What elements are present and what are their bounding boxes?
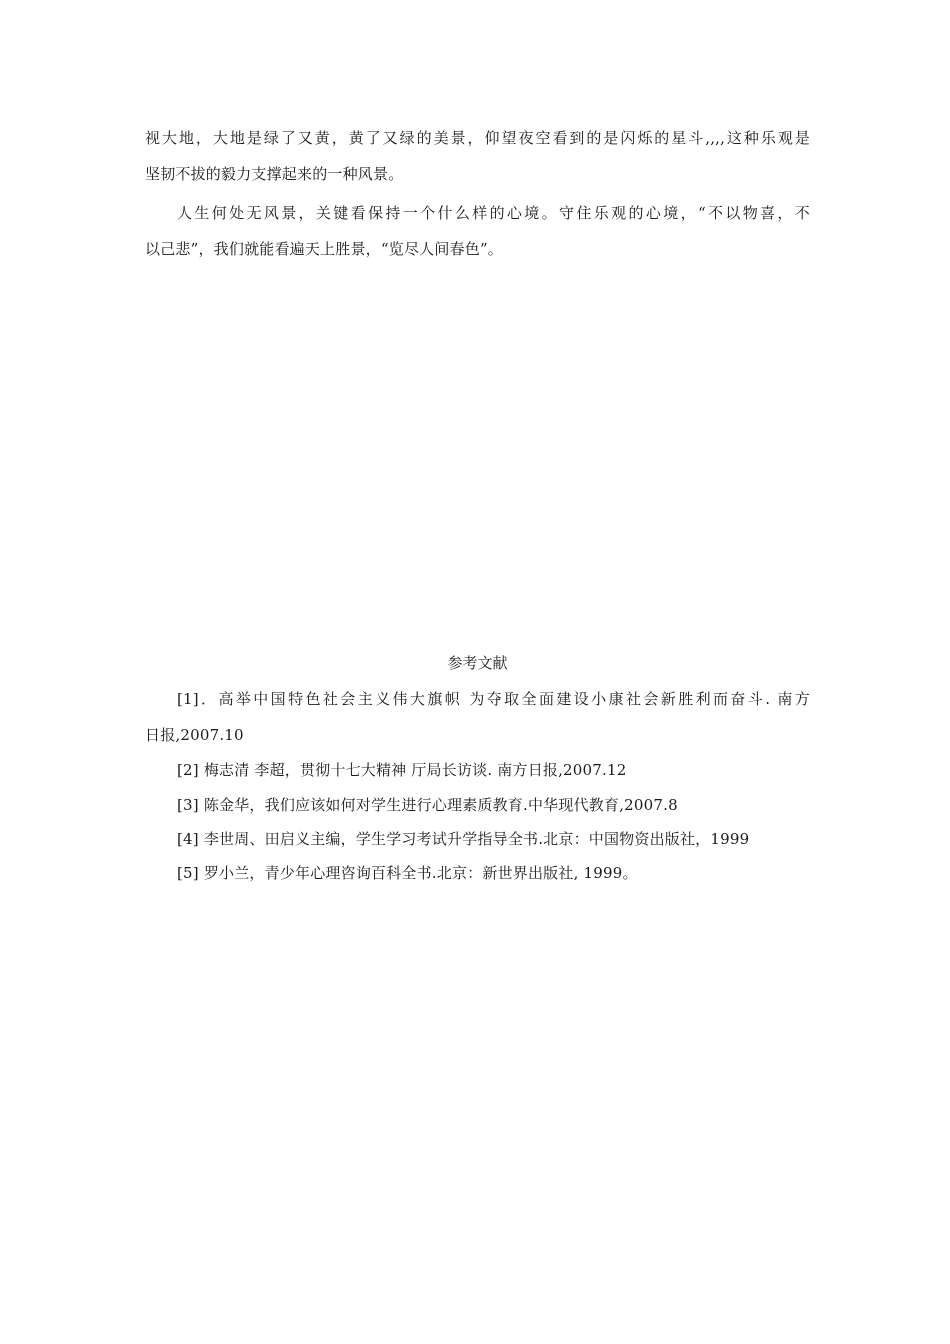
reference-item-5: [5] 罗小兰，青少年心理咨询百科全书.北京：新世界出版社, 1999。 (177, 864, 638, 882)
reference-item-1-line-2: 日报,2007.10 (145, 726, 244, 744)
reference-item-2: [2] 梅志清 李超，贯彻十七大精神 厅局长访谈. 南方日报,2007.12 (177, 761, 627, 779)
reference-item-4: [4] 李世周、田启义主编，学生学习考试升学指导全书.北京：中国物资出版社，1999 (177, 830, 750, 848)
references-title: 参考文献 (447, 654, 508, 672)
reference-item-1-line-1: [1]．高举中国特色社会主义伟大旗帜 为夺取全面建设小康社会新胜利而奋斗. 南方 (177, 690, 810, 708)
body-paragraph-1-line-1: 视大地，大地是绿了又黄，黄了又绿的美景，仰望夜空看到的是闪烁的星斗,,,,这种乐观是 (145, 129, 810, 147)
body-paragraph-2-line-2: 以己悲”，我们就能看遍天上胜景，“览尽人间春色”。 (145, 240, 504, 258)
reference-item-3: [3] 陈金华，我们应该如何对学生进行心理素质教育.中华现代教育,2007.8 (177, 796, 678, 814)
body-paragraph-2-line-1: 人生何处无风景，关键看保持一个什么样的心境。守住乐观的心境，“不以物喜，不 (177, 204, 810, 222)
body-paragraph-1-line-2: 坚韧不拔的毅力支撑起来的一种风景。 (145, 165, 404, 183)
